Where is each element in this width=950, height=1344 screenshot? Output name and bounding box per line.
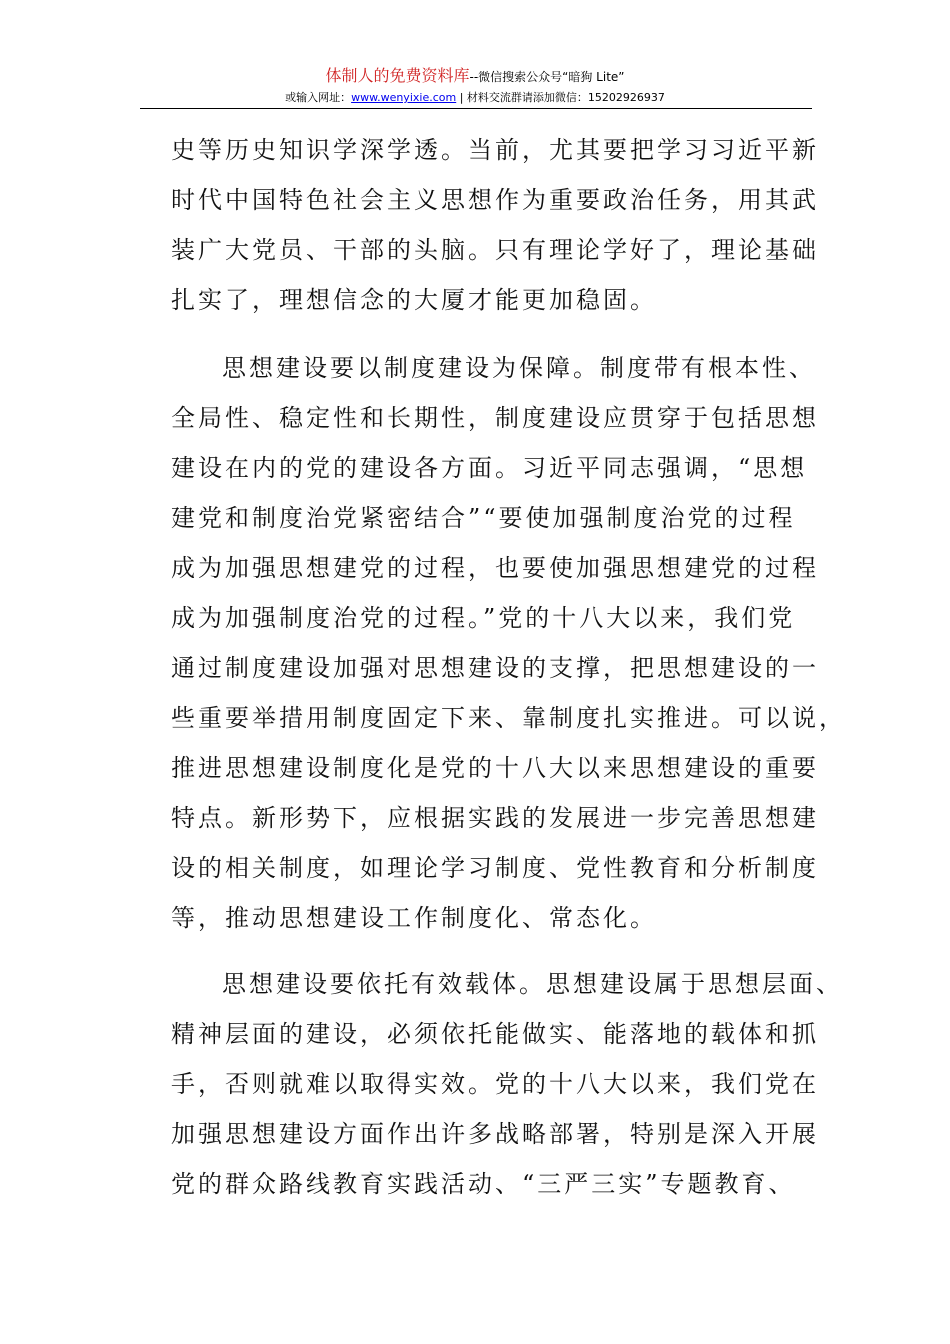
text-line: 思想建设要依托有效载体。思想建设属于思想层面、 <box>222 970 843 998</box>
text-line: 党的群众路线教育实践活动、“三严三实”专题教育、 <box>171 1170 796 1198</box>
header-line-2 <box>0 90 950 106</box>
text-line: 通过制度建设加强对思想建设的支撑，把思想建设的一 <box>171 654 819 682</box>
text-line: 扎实了，理想信念的大厦才能更加稳固。 <box>171 286 657 314</box>
text-line: 推进思想建设制度化是党的十八大以来思想建设的重要 <box>171 754 819 782</box>
text-line: 设的相关制度，如理论学习制度、党性教育和分析制度 <box>171 854 819 882</box>
text-line: 精神层面的建设，必须依托能做实、能落地的载体和抓 <box>171 1020 819 1048</box>
paragraph-3 <box>171 959 843 1209</box>
text-line: 思想建设要以制度建设为保障。制度带有根本性、 <box>222 354 816 382</box>
text-line: 史等历史知识学深学透。当前，尤其要把学习习近平新 <box>171 136 819 164</box>
paragraph-1 <box>171 125 819 325</box>
header-line-1 <box>0 67 950 86</box>
text-line: 手，否则就难以取得实效。党的十八大以来，我们党在 <box>171 1070 819 1098</box>
text-line: 特点。新形势下，应根据实践的发展进一步完善思想建 <box>171 804 819 832</box>
contact-info: | 材料交流群请添加微信：15202926937 <box>456 91 665 104</box>
text-line: 全局性、稳定性和长期性，制度建设应贯穿于包括思想 <box>171 404 819 432</box>
website-link[interactable]: www.wenyixie.com <box>351 91 457 104</box>
text-line: 等，推动思想建设工作制度化、常态化。 <box>171 904 657 932</box>
text-line: 成为加强制度治党的过程。”党的十八大以来，我们党 <box>171 604 796 632</box>
text-line: 成为加强思想建党的过程，也要使加强思想建党的过程 <box>171 554 819 582</box>
text-line: 些重要举措用制度固定下来、靠制度扎实推进。可以说， <box>171 704 846 732</box>
header-title: 体制人的免费资料库 <box>325 66 470 85</box>
text-line: 时代中国特色社会主义思想作为重要政治任务，用其武 <box>171 186 819 214</box>
text-line: 装广大党员、干部的头脑。只有理论学好了，理论基础 <box>171 236 819 264</box>
paragraph-2 <box>171 343 846 943</box>
header-divider <box>140 108 812 109</box>
url-prefix: 或输入网址： <box>285 91 352 104</box>
text-line: 建党和制度治党紧密结合”“要使加强制度治党的过程 <box>171 504 796 532</box>
header-subtitle: --微信搜索公众号“暗狗 Lite” <box>469 70 625 84</box>
text-line: 建设在内的党的建设各方面。习近平同志强调，“思想 <box>171 454 808 482</box>
text-line: 加强思想建设方面作出许多战略部署，特别是深入开展 <box>171 1120 819 1148</box>
